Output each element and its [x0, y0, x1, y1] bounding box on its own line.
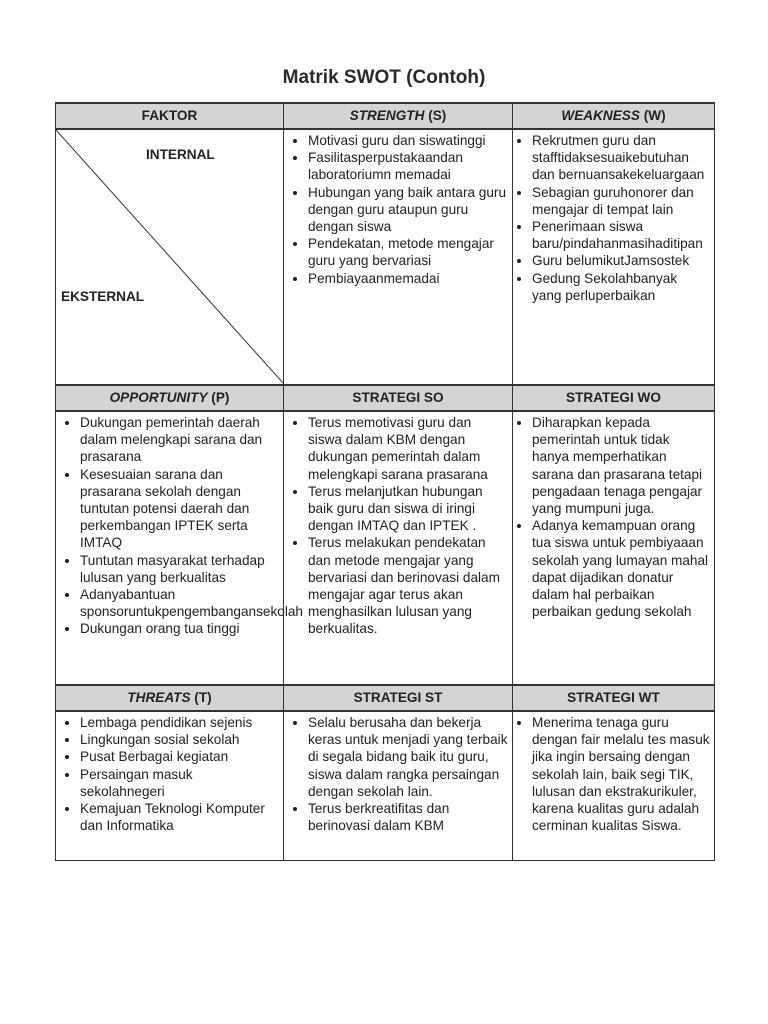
threat-item: • Pusat Berbagai kegiatan — [80, 748, 279, 765]
strategi-wo-label: STRATEGI WO — [566, 390, 661, 406]
swot-matrix-table — [55, 102, 715, 861]
weakness-item: • Sebagian guruhonorer dan mengajar di tempat lain — [532, 184, 710, 218]
weakness-item: • Penerimaan siswa baru/pindahanmasihaditipan — [532, 218, 710, 252]
header-strategi-st — [284, 685, 513, 711]
strategi-so-list — [284, 414, 512, 638]
header-strength — [284, 103, 513, 129]
threat-item: • Kemajuan Teknologi Komputer dan Informatika — [80, 800, 279, 834]
header-row-3 — [56, 685, 715, 711]
strategi-wo-item: • Adanya kemampuan orang tua siswa untuk pembiyaaan sekolah yang lumayan mahal dapat dijadikan donatur dalam hal perbaikan perbaikan gedung sekolah — [532, 517, 710, 620]
strategi-st-cell — [284, 711, 513, 861]
strength-label: STRENGTH — [349, 108, 425, 124]
opportunity-item: • Dukungan pemerintah daerah dalam melengkapi sarana dan prasarana — [80, 414, 279, 466]
strategi-wt-label: STRATEGI WT — [567, 690, 660, 706]
weakness-item: • Rekrutmen guru dan stafftidaksesuaikebutuhan dan bernuansakekeluargaan — [532, 132, 710, 184]
weakness-item: • Gedung Sekolahbanyak yang perluperbaikan — [532, 270, 710, 304]
strategi-st-item: • Terus berkreatifitas dan berinovasi dalam KBM — [308, 800, 508, 834]
threat-item: • Persaingan masuk sekolahnegeri — [80, 766, 279, 800]
opportunity-item: • Kesesuaian sarana dan prasarana sekolah dengan tuntutan potensi daerah dan perkembangan IPTEK serta IMTAQ — [80, 466, 279, 552]
document-title: Matrik SWOT (Contoh) — [282, 67, 486, 88]
internal-factors-row — [56, 129, 715, 385]
threat-item: • Lingkungan sosial sekolah — [80, 731, 279, 748]
strategi-wt-cell — [513, 711, 715, 861]
strategi-so-item: • Terus melanjutkan hubungan baik guru dan siswa di iringi dengan IMTAQ dan IPTEK . — [308, 483, 508, 535]
strength-code: (S) — [428, 108, 447, 124]
opportunities-list — [56, 414, 303, 638]
strategi-so-label: STRATEGI SO — [352, 390, 444, 406]
corner-cell — [56, 129, 284, 385]
threats-list — [56, 714, 283, 834]
opportunity-item: • Tuntutan masyarakat terhadap lulusan yang berkualitas — [80, 552, 279, 586]
weakness-label: WEAKNESS — [561, 108, 640, 124]
strength-item: • Pembiayaanmemadai — [308, 270, 508, 287]
header-strategi-wo — [513, 385, 715, 411]
strategi-st-list — [284, 714, 512, 834]
strategi-wo-list — [513, 414, 714, 620]
opportunity-item: • Adanyabantuan sponsoruntukpengembangansekolah — [80, 586, 279, 620]
header-strategi-so — [284, 385, 513, 411]
strengths-list — [284, 132, 512, 287]
weaknesses-cell — [513, 129, 715, 385]
header-threats — [56, 685, 284, 711]
strategi-wt-item: • Menerima tenaga guru dengan fair melalu tes masuk jika ingin bersaing dengan sekolah lain, baik segi TIK, lulusan dan ekstrakurikuler, karena kualitas guru adalah cerminan kualitas Siswa. — [532, 714, 710, 834]
strengths-cell — [284, 129, 513, 385]
weakness-item: • Guru belumikutJamsostek — [532, 252, 710, 269]
weakness-code: (W) — [643, 108, 666, 124]
strategi-so-item: • Terus memotivasi guru dan siswa dalam KBM dengan dukungan pemerintah dalam melengkapi sarana prasarana — [308, 414, 508, 483]
opportunity-label: OPPORTUNITY — [109, 390, 208, 406]
header-faktor — [56, 103, 284, 129]
header-row-2 — [56, 385, 715, 411]
strategi-wo-cell — [513, 411, 715, 685]
strategi-st-label: STRATEGI ST — [353, 690, 443, 706]
diagonal-divider — [56, 130, 284, 384]
opportunity-item: • Dukungan orang tua tinggi — [80, 620, 279, 637]
strategi-so-item: • Terus melakukan pendekatan dan metode mengajar yang bervariasi dan berinovasi dalam mengajar agar terus akan menghasilkan lulusan yang berkualitas. — [308, 534, 508, 637]
strategi-so-cell — [284, 411, 513, 685]
threat-item: • Lembaga pendidikan sejenis — [80, 714, 279, 731]
strength-item: • Motivasi guru dan siswatinggi — [308, 132, 508, 149]
header-row-1 — [56, 103, 715, 129]
internal-label: INTERNAL — [146, 147, 215, 162]
strength-item: • Hubungan yang baik antara guru dengan guru ataupun guru dengan siswa — [308, 184, 508, 236]
header-weakness — [513, 103, 715, 129]
threats-label: THREATS — [127, 690, 191, 706]
header-opportunity — [56, 385, 284, 411]
weaknesses-list — [513, 132, 714, 304]
opportunities-cell — [56, 411, 303, 685]
opportunity-row — [56, 411, 715, 685]
faktor-label: FAKTOR — [141, 108, 198, 124]
strategi-st-item: • Selalu berusaha dan bekerja keras untuk menjadi yang terbaik di segala bidang baik itu guru, siswa dalam rangka persaingan dengan sekolah lain. — [308, 714, 508, 800]
strategi-wo-item: • Diharapkan kepada pemerintah untuk tidak hanya memperhatikan sarana dan prasarana tetapi pengadaan tenaga pengajar yang mumpuni juga. — [532, 414, 710, 517]
threats-cell — [56, 711, 284, 861]
strength-item: • Fasilitasperpustakaandan laboratoriumn memadai — [308, 149, 508, 183]
threats-row — [56, 711, 715, 861]
opportunity-code: (P) — [211, 390, 230, 406]
strength-item: • Pendekatan, metode mengajar guru yang bervariasi — [308, 235, 508, 269]
header-strategi-wt — [513, 685, 715, 711]
threats-code: (T) — [194, 690, 212, 706]
eksternal-label: EKSTERNAL — [61, 289, 145, 304]
strategi-wt-list — [513, 714, 714, 834]
